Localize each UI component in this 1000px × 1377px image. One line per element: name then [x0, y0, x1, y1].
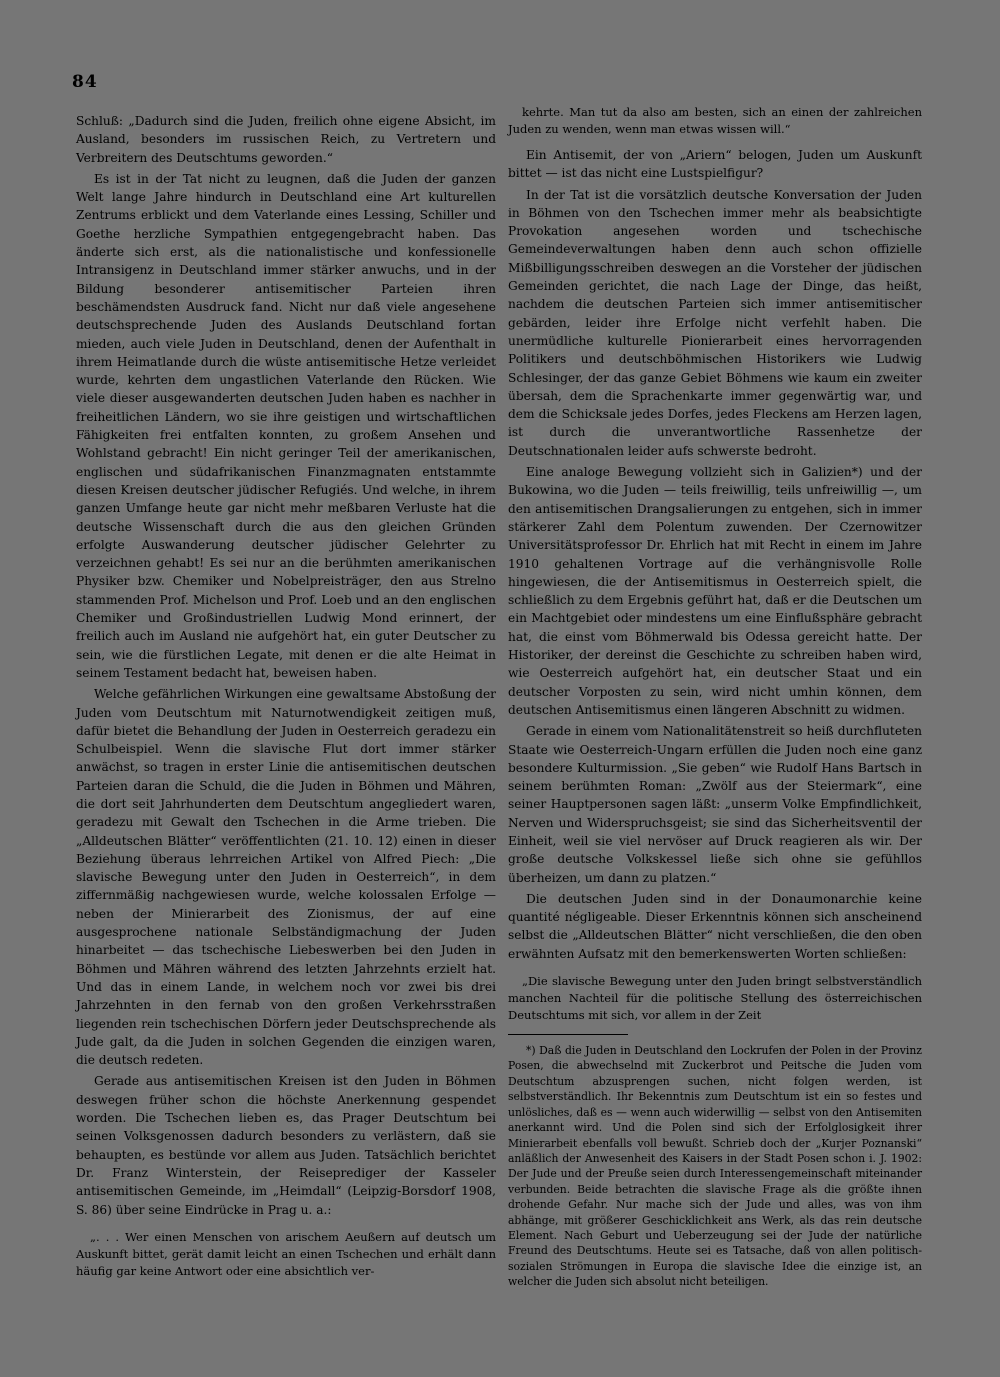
- right-text-column: [508, 104, 922, 1293]
- paragraph: In der Tat ist die vorsätzlich deutsche Konversation der Juden in Böhmen von den Tschechen immer mehr als beabsichtigte Provokation angesehen worden und tschechische Gemeindeverwaltungen haben denn auch schon offizielle Mißbilligungsschreiben deswegen an die Vorsteher der jüdischen Gemeinden gerichtet, die nach Lage der Dinge, das heißt, nachdem die deutschen Parteien sich immer antisemitischer gebärden, leider ihre Erfolge nicht verfehlt haben. Die unermüdliche kulturelle Pionierarbeit eines hervorragenden Politikers und deutschböhmischen Historikers wie Ludwig Schlesinger, der das ganze Gebiet Böhmens wie kaum ein zweiter übersah, dem die Sprachenkarte immer gegenwärtig war, und dem die Schicksale jedes Dorfes, jedes Fleckens am Herzen lagen, ist durch die unverantwortliche Rassenhetze der Deutschnationalen leider aufs schwerste bedroht.: [508, 187, 922, 458]
- page-number: 84: [72, 72, 98, 92]
- paragraph: Schluß: „Dadurch sind die Juden, freilich ohne eigene Absicht, im Ausland, besonders im russischen Reich, zu Vertretern und Verbreitern des Deutschtums geworden.“: [76, 114, 496, 165]
- footnote-divider: [508, 1034, 628, 1035]
- paragraph: Welche gefährlichen Wirkungen eine gewaltsame Abstoßung der Juden vom Deutschtum mit Naturnotwendigkeit zeitigen muß, dafür bietet die Behandlung der Juden in Oesterreich geradezu ein Schulbeispiel. Wenn die slavische Flut dort immer stärker anwächst, so tragen in erster Linie die antisemitischen deutschen Parteien daran die Schuld, die die Juden in Böhmen und Mähren, die dort seit Jahrhunderten dem Deutschtum angegliedert waren, geradezu mit Gewalt den Tschechen in die Arme trieben. Die „Alldeutschen Blätter“ veröffentlichten (21. 10. 12) einen in dieser Beziehung überaus lehrreichen Artikel von Alfred Piech: „Die slavische Bewegung unter den Juden in Oesterreich“, in dem ziffernmäßig nachgewiesen wurde, welche kolossalen Erfolge — neben der Minierarbeit des Zionismus, der auf eine ausgesprochene nationale Selbständigmachung der Juden hinarbeitet — das tschechische Liebeswerben bei den Juden in Böhmen und Mähren während des letzten Jahrzehnts erzielt hat. Und das in einem Lande, in welchem noch vor zwei bis drei Jahrzehnten in den fernab von den großen Verkehrsstraßen liegenden rein tschechischen Dörfern jeder Deutschsprechende als Jude galt, da die Juden in solchen Gegenden die einzigen waren, die deutsch redeten.: [76, 687, 496, 1068]
- paragraph: Es ist in der Tat nicht zu leugnen, daß die Juden der ganzen Welt lange Jahre hindurch in Deutschland eine Art kulturellen Zentrums erblickt und dem Vaterlande eines Lessing, Schiller und Goethe herzliche Sympathien entgegengebracht haben. Das änderte sich erst, als die nationalistische und konfessionelle Intransigenz in Deutschland immer stärker anwuchs, und in der Bildung besonderer antisemitischer Parteien ihren beschämendsten Ausdruck fand. Nicht nur daß viele angesehene deutschsprechende Juden des Auslands Deutschland fortan mieden, auch viele Juden in Deutschland, denen der Aufenthalt in ihrem Heimatlande durch die wüste antisemitische Hetze verleidet wurde, kehrten dem ungastlichen Vaterlande den Rücken. Wie viele dieser ausgewanderten deutschen Juden haben es nachher in freiheitlichen Ländern, wo sie ihre geistigen und wirtschaftlichen Fähigkeiten frei entfalten konnten, zu großem Ansehen und Wohlstand gebracht! Ein nicht geringer Teil der amerikanischen, englischen und südafrikanischen Finanzmagnaten entstammte diesen Kreisen deutscher jüdischer Refugiés. Und welche, in ihrem ganzen Umfange heute gar nicht mehr meßbaren Verluste hat die deutsche Wissenschaft durch die aus den gleichen Gründen erfolgte Auswanderung deutscher jüdischer Gelehrter zu verzeichnen gehabt! Es sei nur an die berühmten amerikanischen Physiker bzw. Chemiker und Nobelpreisträger, den aus Strelno stammenden Prof. Michelson und Prof. Loeb und an den englischen Chemiker und Großindustriellen Ludwig Mond erinnert, der freilich auch im Ausland nie aufgehört hat, ein guter Deutscher zu sein, wie die fürstlichen Legate, mit denen er die alte Heimat in seinem Testament bedacht hat, beweisen haben.: [76, 171, 496, 680]
- paragraph: Gerade in einem vom Nationalitätenstreit so heiß durchfluteten Staate wie Oesterreich-Ungarn erfüllen die Juden noch eine ganz besondere Kulturmission. „Sie geben“ wie Rudolf Hans Bartsch in seinem berühmten Roman: „Zwölf aus der Steiermark“, eine seiner Hauptpersonen sagen läßt: „unserm Volke Empfindlichkeit, Nerven und Widerspruchsgeist; sie sind das Sicherheitsventil der Einheit, weil sie viel nervöser auf Druck reagieren als wir. Der große deutsche Volkskessel ließe sich ohne sie gefühllos überheizen, um dann zu platzen.“: [508, 724, 922, 885]
- quotation: „. . . Wer einen Menschen von arischem Aeußern auf deutsch um Auskunft bittet, gerät damit leicht an einen Tschechen und erhält dann häufig gar keine Antwort oder eine absichtlich ver-: [76, 1229, 496, 1278]
- quotation: kehrte. Man tut da also am besten, sich an einen der zahlreichen Juden zu wenden, wenn man etwas wissen will.“: [508, 105, 922, 136]
- footnote: *) Daß die Juden in Deutschland den Lockrufen der Polen in der Provinz Posen, die abwechselnd mit Zuckerbrot und Peitsche die Juden vom Deutschtum abzusprengen suchen, nicht folgen werden, ist selbstverständlich. Ihr Bekenntnis zum Deutschtum ist ein so festes und unlösliches, daß es — wenn auch widerwillig — selbst von den Antisemiten anerkannt wird. Und die Polen sind sich der Erfolglosigkeit ihrer Minierarbeit ebenfalls voll bewußt. Schrieb doch der „Kurjer Poznanski“ anläßlich der Anwesenheit des Kaisers in der Stadt Posen schon i. J. 1902: Der Jude und der Preuße seien durch Interessengemeinschaft miteinander verbunden. Beide betrachten die slavische Frage als die größte ihnen drohende Gefahr. Nur mache sich der Jude und alles, was von ihm abhänge, mit größerer Geschicklichkeit ans Werk, als das rein deutsche Element. Nach Geburt und Ueberzeugung sei der Jude der natürliche Freund des Deutschtums. Heute sei es Tatsache, daß von allen politisch-sozialen Strömungen in Europa die slavische Idee die einzige ist, an welcher die Juden sich absolut nicht beteiligen.: [508, 1044, 922, 1289]
- paragraph: Gerade aus antisemitischen Kreisen ist den Juden in Böhmen deswegen früher schon die höchste Anerkennung gespendet worden. Die Tschechen lieben es, das Prager Deutschtum bei seinen Volksgenossen dadurch besonders zu verlästern, daß sie behaupten, es bestünde vor allem aus Juden. Tatsächlich berichtet Dr. Franz Winterstein, der Reiseprediger der Kasseler antisemitischen Gemeinde, im „Heimdall“ (Leipzig-Borsdorf 1908, S. 86) über seine Eindrücke in Prag u. a.:: [76, 1074, 496, 1217]
- paragraph: Ein Antisemit, der von „Ariern“ belogen, Juden um Auskunft bittet — ist das nicht eine Lustspielfigur?: [508, 148, 922, 181]
- quotation: „Die slavische Bewegung unter den Juden bringt selbstverständlich manchen Nachteil für die politische Stellung des österreichischen Deutschtums mit sich, vor allem in der Zeit: [508, 974, 922, 1023]
- paragraph: Die deutschen Juden sind in der Donaumonarchie keine quantité négligeable. Dieser Erkenntnis können sich anscheinend selbst die „Alldeutschen Blätter“ nicht verschließen, die den oben erwähnten Aufsatz mit den bemerkenswerten Worten schließen:: [508, 891, 922, 961]
- left-text-column: [76, 112, 496, 1288]
- paragraph: Eine analoge Bewegung vollzieht sich in Galizien*) und der Bukowina, wo die Juden — teils freiwillig, teils unfreiwillig —, um den antisemitischen Drangsalierungen zu entgehen, sich in immer stärkerer Zahl dem Polentum zuwenden. Der Czernowitzer Universitätsprofessor Dr. Ehrlich hat mit Recht in einem im Jahre 1910 gehaltenen Vortrage auf die verhängnisvolle Rolle hingewiesen, die der Antisemitismus in Oesterreich spielt, die schließlich zu dem Ergebnis geführt hat, daß er die Deutschen um ein Machtgebiet oder mindestens um eine Einflußsphäre gebracht hat, die einst vom Böhmerwald bis Odessa gereicht hatte. Der Historiker, der dereinst die Geschichte zu schreiben haben wird, wie Oesterreich aufgehört hat, ein deutscher Staat und ein deutscher Vorposten zu sein, wird nicht umhin können, dem deutschen Antisemitismus einen längeren Abschnitt zu widmen.: [508, 465, 922, 717]
